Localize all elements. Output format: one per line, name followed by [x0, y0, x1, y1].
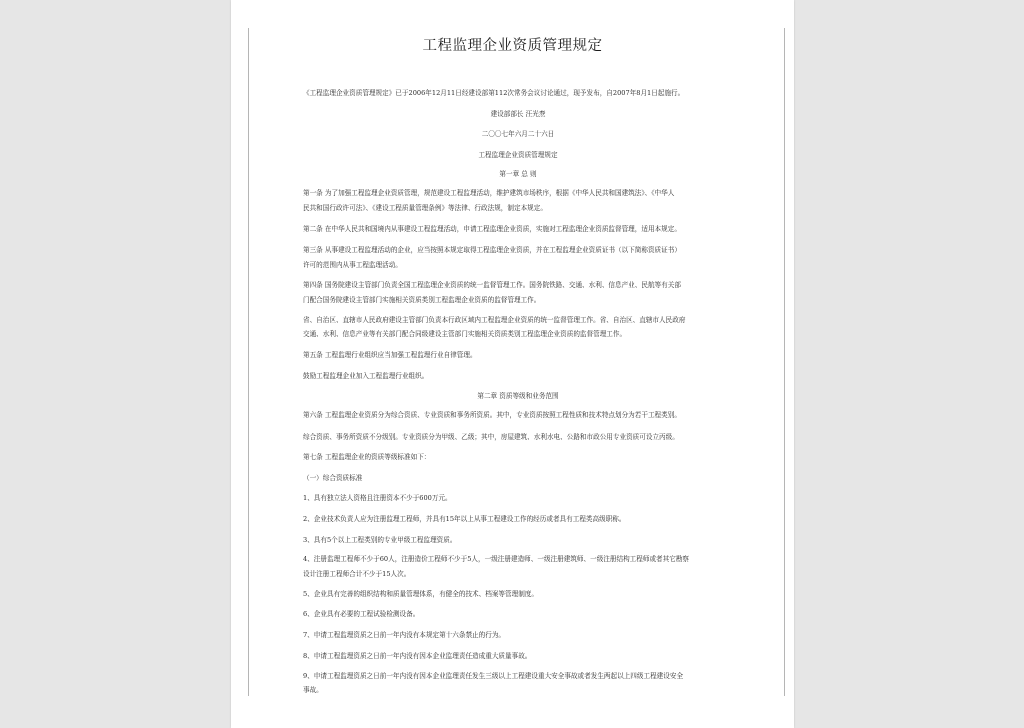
article-4b-line-1: 省、自治区、直辖市人民政府建设主管部门负责本行政区域内工程监理企业资质的统一监督管理工作。省、自治区、直辖市人民政府 — [303, 316, 686, 324]
article-3-line-1: 第三条 从事建设工程监理活动的企业，应当按照本规定取得工程监理企业资质，并在工程监理企业资质证书（以下简称资质证书） — [303, 246, 681, 254]
article-7: 第七条 工程监理企业的资质等级标准如下： — [303, 453, 431, 461]
intro-text: 《工程监理企业资质管理规定》已于2006年12月11日经建设部第112次常务会议讨论通过，现予发布，自2007年8月1日起施行。 — [303, 89, 685, 97]
chapter-heading: 第一章 总 则 — [499, 170, 537, 178]
list-item-line-1: 9、申请工程监理资质之日前一年内没有因本企业监理责任发生三级以上工程建设重大安全事故或者发生两起以上四级工程建设安全 — [303, 672, 684, 680]
article-4-line-2: 门配合国务院建设主管部门实施相关资质类别工程监理企业资质的监督管理工作。 — [303, 296, 541, 304]
list-item: 6、企业具有必要的工程试验检测设备。 — [303, 610, 420, 618]
article-6b: 综合资质、事务所资质不分级别。专业资质分为甲级、乙级；其中，房屋建筑、水利水电、公路和市政公用专业资质可设立丙级。 — [303, 433, 679, 441]
list-item: 3、具有5个以上工程类别的专业甲级工程监理资质。 — [303, 536, 457, 544]
article-4-line-1: 第四条 国务院建设主管部门负责全国工程监理企业资质的统一监督管理工作。国务院铁路、交通、水利、信息产业、民航等有关部 — [303, 281, 681, 289]
issue-date: 二〇〇七年六月二十六日 — [481, 130, 555, 138]
article-4b-line-2: 交通、水利、信息产业等有关部门配合同级建设主管部门实施相关资质类别工程监理企业资质的监督管理工作。 — [303, 330, 627, 338]
list-item: 2、企业技术负责人应为注册监理工程师，并具有15年以上从事工程建设工作的经历或者具有工程类高级职称。 — [303, 515, 626, 523]
article-5: 第五条 工程监理行业组织应当加强工程监理行业自律管理。 — [303, 351, 477, 359]
list-item: 1、具有独立法人资格且注册资本不少于600万元。 — [303, 494, 452, 502]
document-title: 工程监理企业资质管理规定 — [422, 38, 603, 54]
list-item-line-1: 4、注册监理工程师不少于60人，注册造价工程师不少于5人，一级注册建造师、一级注册建筑师、一级注册结构工程师或者其它勘察 — [303, 555, 690, 563]
minister-signature: 建设部部长 汪光焘 — [490, 110, 546, 118]
list-item-line-2: 设计注册工程师合计不少于15人次。 — [303, 570, 411, 578]
regulation-subtitle: 工程监理企业资质管理规定 — [478, 151, 558, 159]
list-item: 8、申请工程监理资质之日前一年内没有因本企业监理责任造成重大质量事故。 — [303, 652, 532, 660]
section-heading: （一）综合资质标准 — [303, 474, 363, 482]
article-6: 第六条 工程监理企业资质分为综合资质、专业资质和事务所资质。其中，专业资质按照工程性质和技术特点划分为若干工程类别。 — [303, 411, 681, 419]
article-5b: 鼓励工程监理企业加入工程监理行业组织。 — [303, 372, 429, 380]
list-item: 5、企业具有完善的组织结构和质量管理体系，有健全的技术、档案等管理制度。 — [303, 590, 538, 598]
article-3-line-2: 许可的范围内从事工程监理活动。 — [303, 261, 402, 269]
list-item: 7、申请工程监理资质之日前一年内没有本规定第十六条禁止的行为。 — [303, 631, 506, 639]
article-1-line-1: 第一条 为了加强工程监理企业资质管理，规范建设工程监理活动，维护建筑市场秩序，根据《中华人民共和国建筑法》、《中华人 — [303, 189, 675, 197]
chapter-heading: 第二章 资质等级和业务范围 — [477, 392, 559, 400]
list-item-line-2: 事故。 — [303, 686, 323, 694]
article-1-line-2: 民共和国行政许可法》、《建设工程质量管理条例》等法律、行政法规，制定本规定。 — [303, 204, 547, 212]
article-2: 第二条 在中华人民共和国境内从事建设工程监理活动，申请工程监理企业资质，实施对工程监理企业资质监督管理，适用本规定。 — [303, 225, 681, 233]
